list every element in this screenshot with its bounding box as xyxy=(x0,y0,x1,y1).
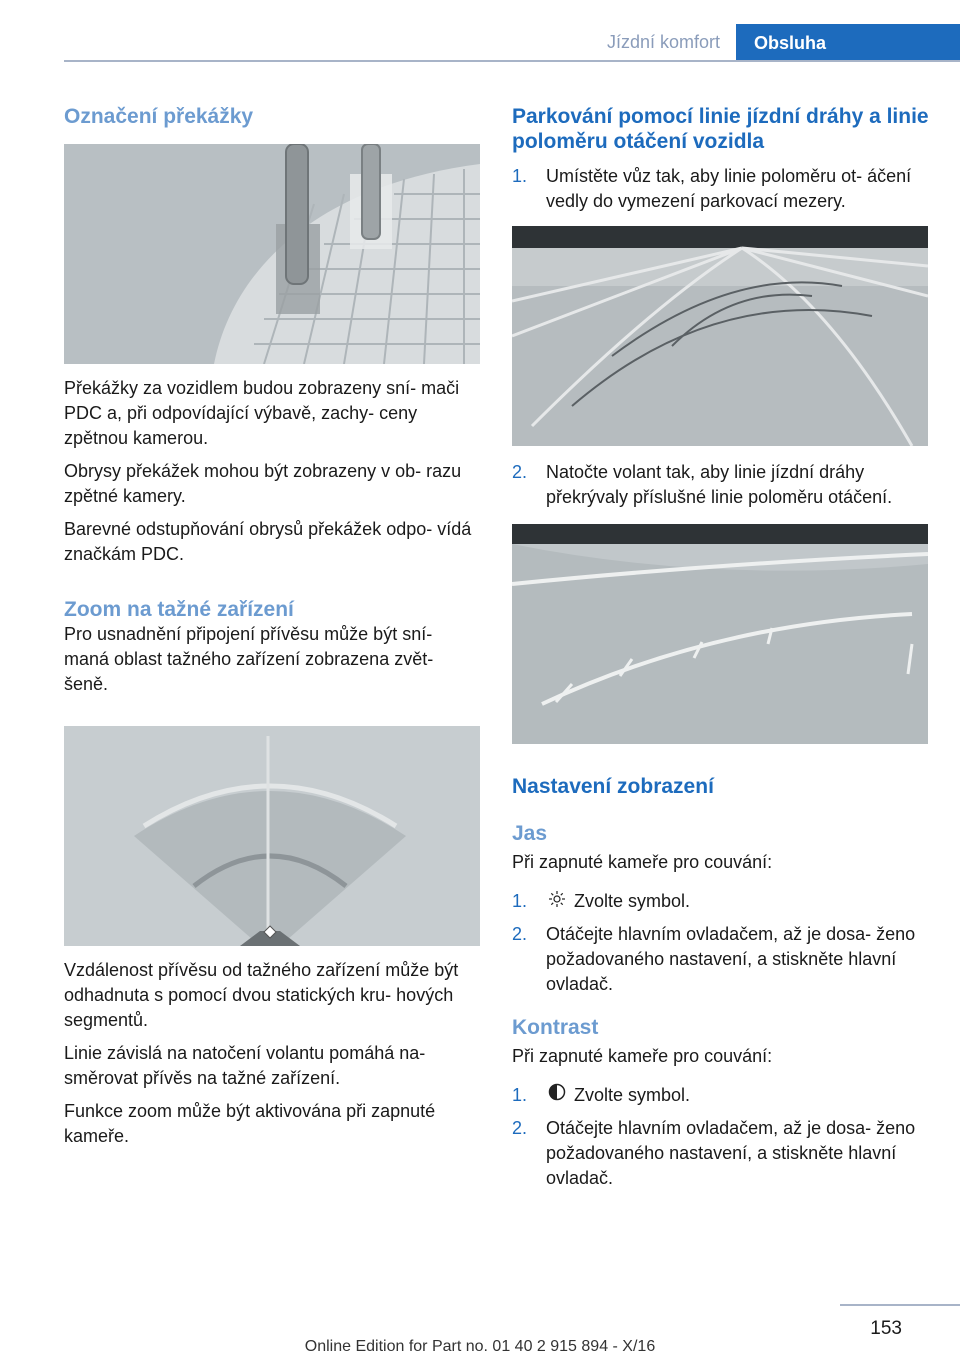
footer-rule xyxy=(840,1304,960,1306)
header-chapter-tab: Obsluha xyxy=(736,24,960,62)
step-text: Otáčejte hlavním ovladačem, až je dosa‐ ženo požadovaného nastavení, a stiskněte hlavní ovladač. xyxy=(546,1118,916,1188)
list-item xyxy=(512,889,932,914)
step-number: 1. xyxy=(512,1085,528,1105)
obstacle-camera-image xyxy=(64,144,480,364)
heading-brightness: Jas xyxy=(512,822,548,845)
list-item xyxy=(512,164,932,214)
paragraph-obstacle-outlines: Obrysy překážek mohou být zobrazeny v ob‐ razu zpětné kamery. xyxy=(64,461,462,506)
parking-lines-image-2 xyxy=(512,524,928,744)
paragraph-obstacles-sensors: Překážky za vozidlem budou zobrazeny sní‐ mači PDC a, při odpovídající výbavě, zachy‐ ceny zpětnou kamerou. xyxy=(64,378,460,448)
list-item xyxy=(512,1116,932,1191)
page-number: 153 xyxy=(870,1318,902,1339)
header-section-tab: Jízdní komfort xyxy=(606,32,720,52)
half-circle-icon xyxy=(546,1083,568,1108)
step-text: Zvolte symbol. xyxy=(574,891,691,911)
heading-obstacle-marking: Označení překážky xyxy=(64,105,254,128)
brightness-intro: Při zapnuté kameře pro couvání: xyxy=(512,852,773,872)
parking-lines-image-1 xyxy=(512,226,928,446)
heading-tow-hitch-zoom: Zoom na tažné zařízení xyxy=(64,598,294,621)
paragraph-zoom-intro: Pro usnadnění připojení přívěsu může být sní‐ maná oblast tažného zařízení zobrazena zvět‐ šeně. xyxy=(64,624,434,694)
contrast-intro: Při zapnuté kameře pro couvání: xyxy=(512,1046,773,1066)
step-number: 1. xyxy=(512,166,528,186)
step-text: Natočte volant tak, aby linie jízdní dráhy překrývaly příslušné linie poloměru otáčení. xyxy=(546,462,893,507)
step-number: 2. xyxy=(512,462,528,482)
heading-parking-lines: Parkování pomocí linie jízdní dráhy a linie poloměru otáčení vozidla xyxy=(512,105,929,153)
step-number: 2. xyxy=(512,1118,528,1138)
paragraph-color-grading: Barevné odstupňování obrysů překážek odpo‐ vídá značkám PDC. xyxy=(64,519,472,564)
step-number: 1. xyxy=(512,891,528,911)
tow-hitch-zoom-image xyxy=(64,726,480,946)
paragraph-zoom-activation: Funkce zoom může být aktivována při zapnuté kameře. xyxy=(64,1101,436,1146)
list-item xyxy=(512,922,932,997)
paragraph-steering-line: Linie závislá na natočení volantu pomáhá na‐ směrovat přívěs na tažné zařízení. xyxy=(64,1043,426,1088)
edition-footer: Online Edition for Part no. 01 40 2 915 894 - X/16 xyxy=(304,1338,656,1355)
list-item xyxy=(512,460,932,510)
left-column xyxy=(64,104,480,129)
list-item xyxy=(512,1083,932,1108)
step-number: 2. xyxy=(512,924,528,944)
heading-display-settings: Nastavení zobrazení xyxy=(512,775,714,798)
heading-contrast: Kontrast xyxy=(512,1016,599,1039)
header-rule xyxy=(64,60,960,62)
step-text: Umístěte vůz tak, aby linie poloměru ot‐ áčení vedly do vymezení parkovací mezery. xyxy=(546,166,912,211)
paragraph-trailer-distance: Vzdálenost přívěsu od tažného zařízení může být odhadnuta s pomocí dvou statických kru‐ hových segmentů. xyxy=(64,960,459,1030)
step-text: Zvolte symbol. xyxy=(574,1085,691,1105)
sun-icon xyxy=(546,889,568,914)
step-text: Otáčejte hlavním ovladačem, až je dosa‐ ženo požadovaného nastavení, a stiskněte hlavní ovladač. xyxy=(546,924,916,994)
